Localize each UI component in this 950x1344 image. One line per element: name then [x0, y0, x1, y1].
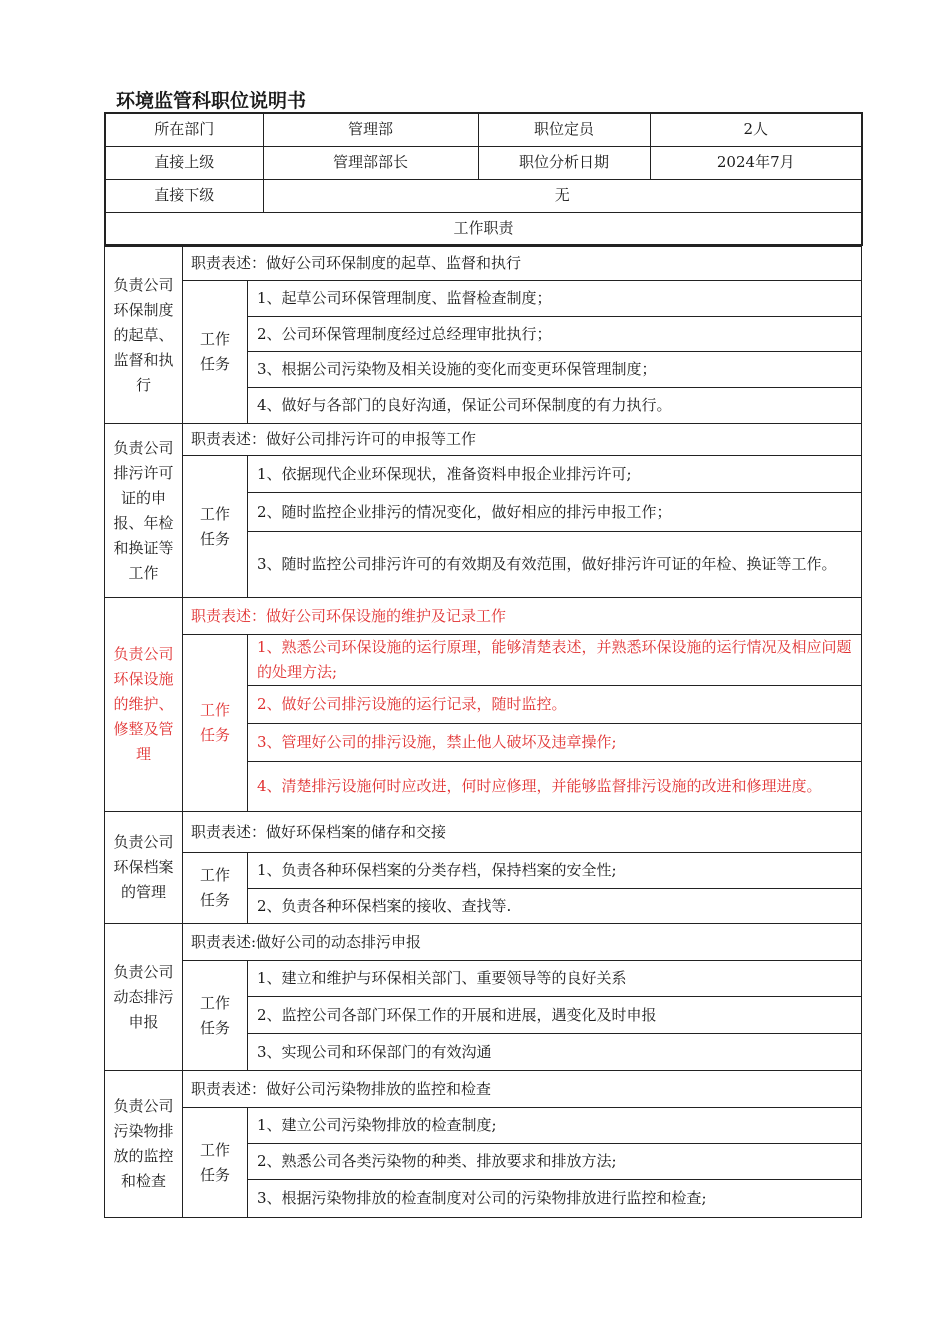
task-label-line: 任务	[199, 529, 230, 548]
task-item: 4、清楚排污设施何时应改进，何时应修理，并能够监督排污设施的改进和修理进度。	[248, 762, 862, 812]
task-label	[183, 456, 248, 598]
position-info-table	[104, 112, 863, 246]
task-item: 2、做好公司排污设施的运行记录，随时监控。	[248, 686, 862, 724]
task-label-line: 工作	[199, 330, 230, 348]
task-item: 1、负责各种环保档案的分类存档，保持档案的安全性;	[248, 853, 862, 889]
task-item: 4、做好与各部门的良好沟通，保证公司环保制度的有力执行。	[248, 388, 862, 424]
task-item: 1、起草公司环保管理制度、监督检查制度；	[248, 281, 862, 317]
task-item: 2、公司环保管理制度经过总经理审批执行；	[248, 317, 862, 352]
task-label	[183, 281, 248, 424]
duty-statement: 职责表述：做好公司污染物排放的监控和检查	[183, 1071, 862, 1108]
task-label	[183, 961, 248, 1071]
duty-name: 负责公司动态排污申报	[105, 924, 183, 1071]
analysis-date-value: 2024年7月	[650, 146, 862, 179]
duty-statement: 职责表述：做好公司环保设施的维护及记录工作	[183, 598, 862, 635]
duty-name: 负责公司环保设施的维护、修整及管理	[105, 598, 183, 812]
task-item: 1、依据现代企业环保现状，准备资料申报企业排污许可;	[248, 456, 862, 493]
task-label-line: 工作	[199, 993, 230, 1012]
task-label-line: 任务	[199, 1165, 230, 1184]
task-label-line: 任务	[199, 355, 230, 373]
task-item: 3、根据污染物排放的检查制度对公司的污染物排放进行监控和检查;	[248, 1180, 862, 1218]
duties-table	[104, 246, 862, 1218]
task-label-line: 工作	[199, 701, 230, 719]
task-item: 2、随时监控企业排污的情况变化，做好相应的排污申报工作；	[248, 493, 862, 532]
task-item: 2、监控公司各部门环保工作的开展和进展，遇变化及时申报	[248, 997, 862, 1034]
task-item: 1、建立公司污染物排放的检查制度;	[248, 1108, 862, 1144]
superior-label: 直接上级	[105, 146, 263, 179]
subordinate-value: 无	[263, 179, 862, 212]
task-label-line: 工作	[199, 504, 230, 523]
superior-value: 管理部部长	[263, 146, 478, 179]
document-title: 环境监管科职位说明书	[116, 90, 307, 112]
task-label-line: 任务	[199, 1018, 230, 1037]
task-label	[183, 853, 248, 924]
duty-name: 负责公司污染物排放的监控和检查	[105, 1071, 183, 1218]
duty-statement: 职责表述：做好公司环保制度的起草、监督和执行	[183, 247, 862, 281]
task-label-line: 工作	[199, 866, 230, 884]
task-item: 3、根据公司污染物及相关设施的变化而变更环保管理制度；	[248, 352, 862, 388]
duty-name: 负责公司环保制度的起草、监督和执行	[105, 247, 183, 424]
dept-value: 管理部	[263, 113, 478, 146]
headcount-label: 职位定员	[478, 113, 650, 146]
subordinate-label: 直接下级	[105, 179, 263, 212]
headcount-value: 2人	[650, 113, 862, 146]
duty-name: 负责公司排污许可证的申报、年检和换证等工作	[105, 424, 183, 598]
analysis-date-label: 职位分析日期	[478, 146, 650, 179]
task-item: 3、管理好公司的排污设施，禁止他人破坏及违章操作;	[248, 724, 862, 762]
section-title: 工作职责	[105, 212, 862, 245]
task-item: 1、建立和维护与环保相关部门、重要领导等的良好关系	[248, 961, 862, 997]
duty-statement: 职责表述：做好环保档案的储存和交接	[183, 812, 862, 853]
task-item: 1、熟悉公司环保设施的运行原理，能够清楚表述，并熟悉环保设施的运行情况及相应问题的处理方法;	[248, 635, 862, 686]
task-label-line: 任务	[199, 726, 230, 744]
task-label-line: 任务	[199, 891, 230, 909]
task-label	[183, 635, 248, 812]
duty-statement: 职责表述:做好公司的动态排污申报	[183, 924, 862, 961]
task-label-line: 工作	[199, 1140, 230, 1159]
task-item: 3、实现公司和环保部门的有效沟通	[248, 1034, 862, 1071]
task-label	[183, 1108, 248, 1218]
duty-statement: 职责表述：做好公司排污许可的申报等工作	[183, 424, 862, 456]
task-item: 3、随时监控公司排污许可的有效期及有效范围，做好排污许可证的年检、换证等工作。	[248, 532, 862, 598]
dept-label: 所在部门	[105, 113, 263, 146]
task-item: 2、负责各种环保档案的接收、查找等.	[248, 889, 862, 924]
task-item: 2、熟悉公司各类污染物的种类、排放要求和排放方法;	[248, 1144, 862, 1180]
duty-name: 负责公司环保档案的管理	[105, 812, 183, 924]
